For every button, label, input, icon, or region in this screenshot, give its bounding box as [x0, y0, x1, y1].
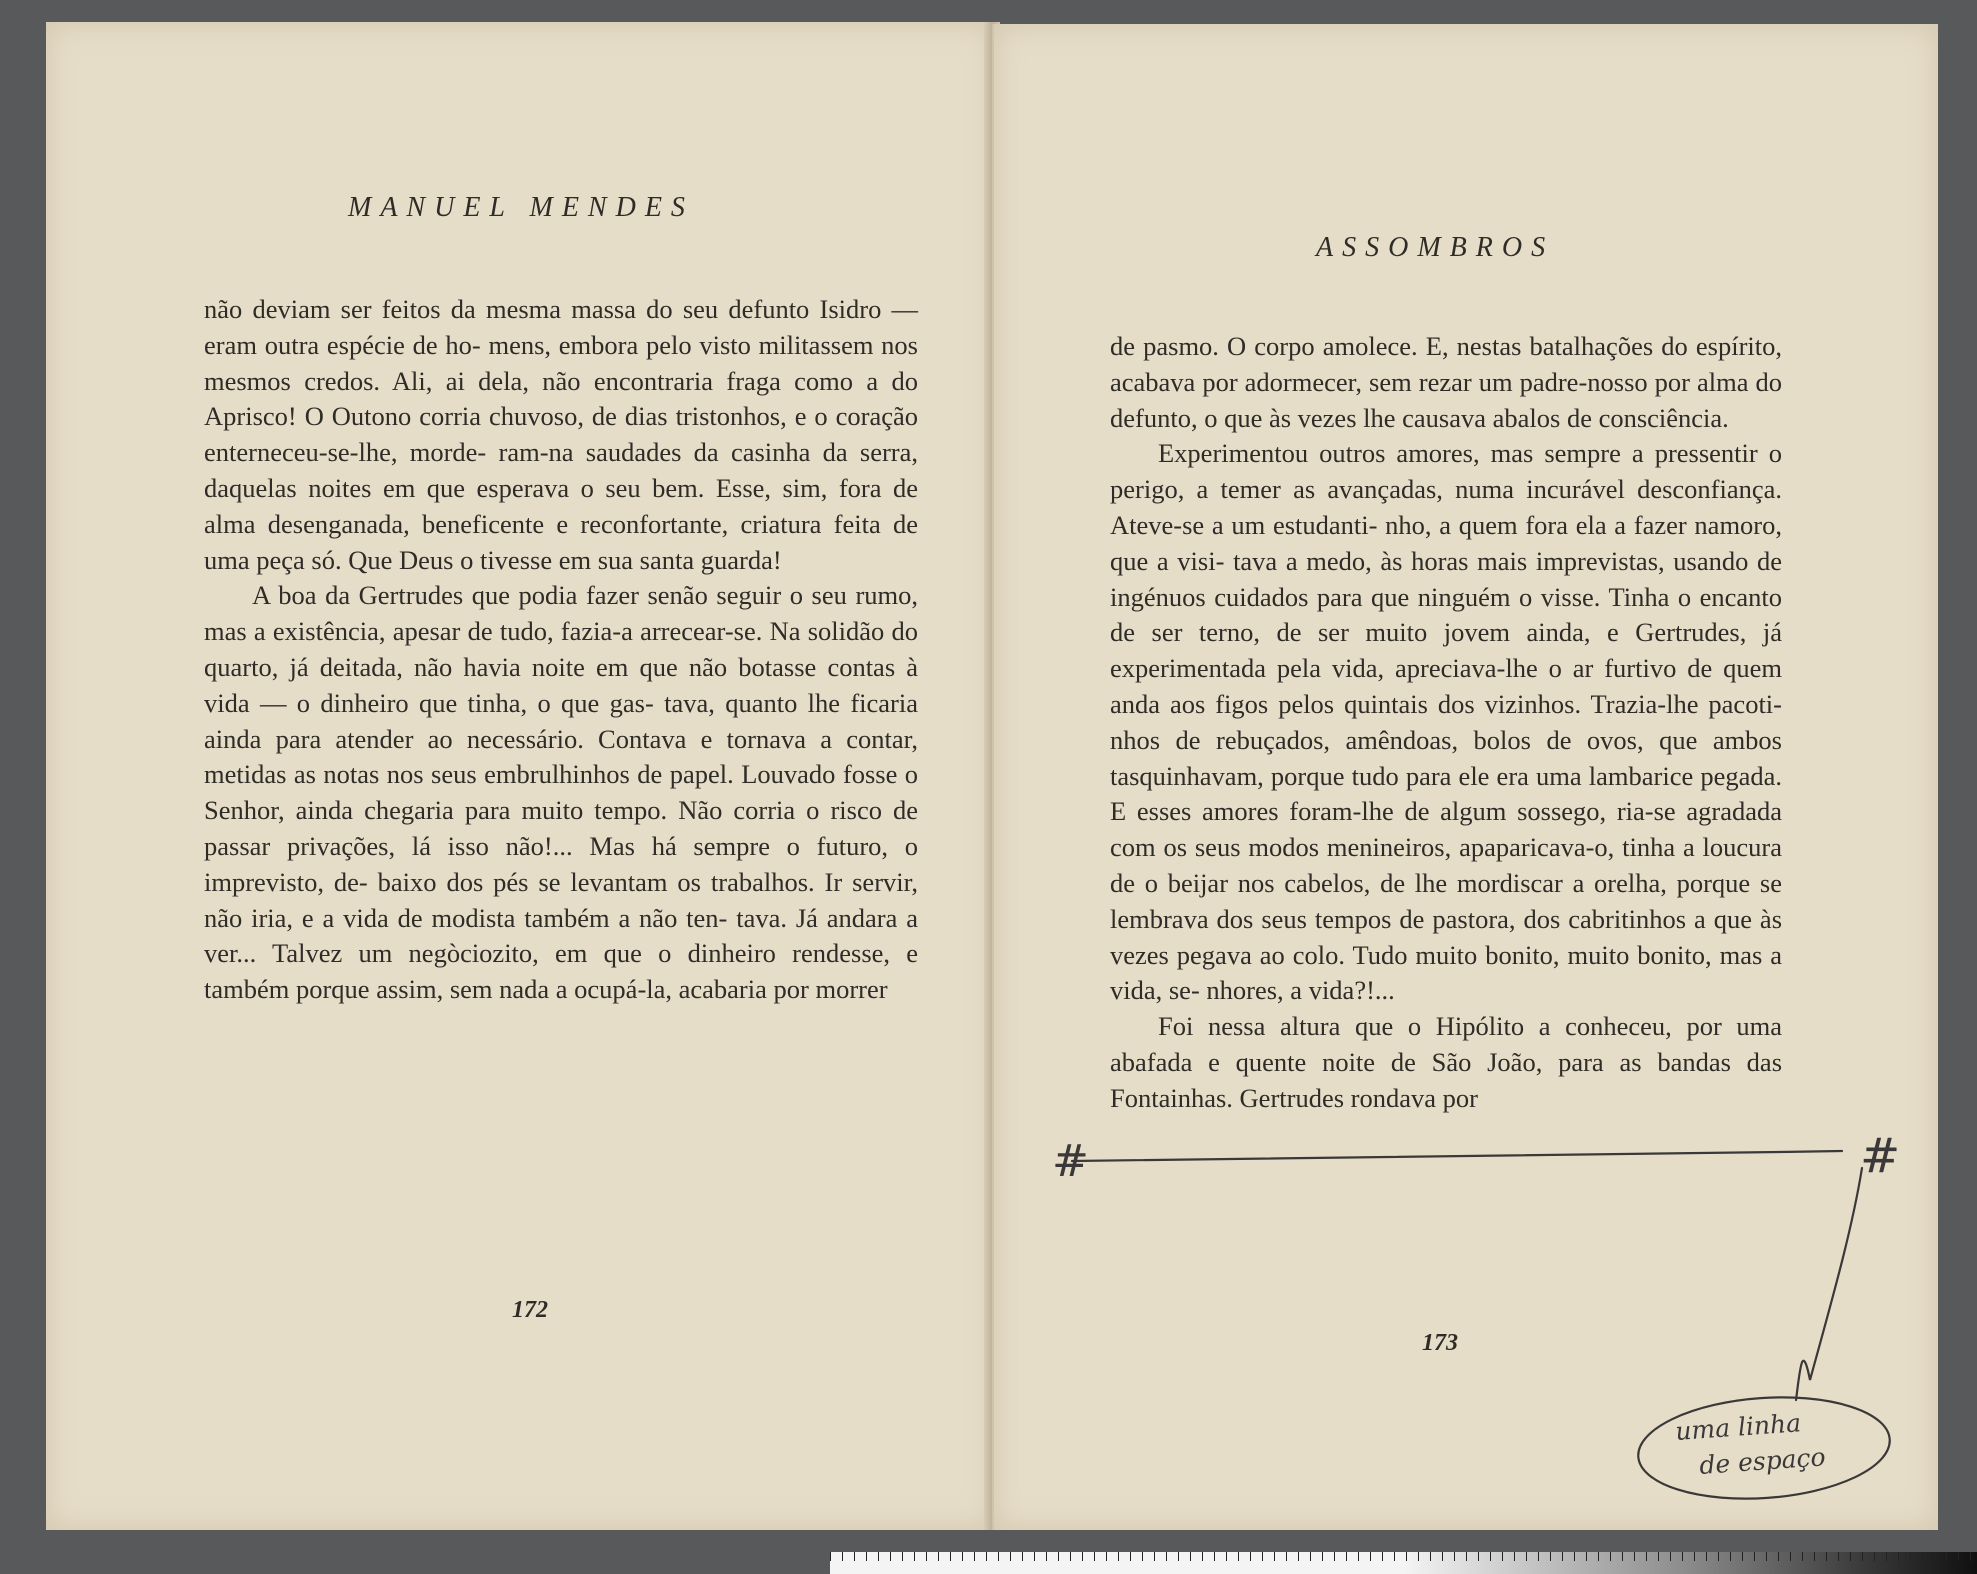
- text-line: em que o dinheiro rendesse, e também porque: [204, 938, 919, 1005]
- text-line: padre-nosso por alma do defunto, o que às vezes: [1110, 366, 1783, 433]
- text-line: incurável desconfiança. Ateve-se a um estudanti-: [1110, 474, 1783, 540]
- text-line: por uma abafada e quente noite de São João, para: [1110, 1011, 1783, 1077]
- text-line: tava. Já andara a ver... Talvez um negòciozito,: [204, 902, 918, 969]
- text-line: Tudo muito bonito, muito bonito, mas a vida, se-: [1110, 939, 1782, 1006]
- hash-mark-right: #: [1860, 1128, 1901, 1184]
- right-text-block: [1110, 329, 1782, 1117]
- text-line: ambos tasquinhavam, porque tudo para ele era: [1110, 724, 1782, 791]
- text-line: porque se lembrava dos seus tempos de pastora,: [1110, 867, 1782, 934]
- text-line: tristonhos, e o coração enterneceu-se-lhe, morde-: [204, 401, 919, 468]
- text-line: de pasmo. O corpo amolece. E, nestas batalhações: [1110, 331, 1654, 361]
- text-line: Não corria o risco de passar privações, lá isso: [204, 795, 918, 861]
- text-line: as notas nos seus embrulhinhos de papel. Louvado: [293, 759, 836, 790]
- text-line: seguir o seu rumo, mas a existência, apesar de: [204, 580, 919, 647]
- hash-mark-left: #: [1052, 1136, 1089, 1187]
- text-line: pelos quintais dos vizinhos. Trazia-lhe pacoti-: [1278, 688, 1782, 719]
- scale-ticks: [830, 1552, 1977, 1561]
- text-line: de alma desenganada, beneficente e reconfortante,: [204, 472, 919, 539]
- text-line: defunto Isidro — eram outra espécie de ho-: [204, 294, 918, 360]
- right-paragraph-1: [1110, 329, 1782, 436]
- page-number-right: 173: [1422, 1330, 1458, 1356]
- text-line: lhe causava abalos de consciência.: [1363, 402, 1729, 433]
- text-line: a do Aprisco! O Outono corria chuvoso, de dias: [204, 365, 918, 432]
- text-line: não!... Mas há sempre o futuro, o imprevisto, de-: [204, 830, 919, 897]
- running-head-right: ASSOMBROS: [1316, 232, 1555, 263]
- text-line: nhores, a vida?!...: [1206, 975, 1395, 1006]
- text-line: não iria, e a vida de modista também a não ten-: [204, 902, 728, 933]
- text-line: pressentir o perigo, a temer as avançadas, numa: [1110, 438, 1782, 505]
- text-line: de ingénuos cuidados para que ninguém o visse.: [1110, 545, 1782, 612]
- running-head-left: MANUEL MENDES: [348, 192, 694, 223]
- text-line: necessário. Contava e tornava a contar, metidas: [204, 723, 918, 790]
- text-line: baixo dos pés se levantam os trabalhos. Ir servir,: [377, 866, 919, 897]
- text-line: de algum sossego, ria-se agradada com os seus: [1110, 796, 1783, 863]
- text-line: de o beijar nos cabelos, de lhe mordiscar a orelha,: [1110, 867, 1667, 898]
- left-text-block: [204, 292, 918, 1008]
- text-line: nho, a quem fora ela a fazer namoro, que a visi-: [1110, 509, 1783, 576]
- page-number-left: 172: [512, 1297, 548, 1323]
- text-line: nhos de rebuçados, amêndoas, bolos de ovos, que: [1110, 724, 1698, 755]
- text-line: credos. Ali, ai dela, não encontraria fraga como: [304, 365, 854, 396]
- text-line: tudo, fazia-a arrecear-se. Na solidão do quarto,: [204, 616, 918, 682]
- text-line: uma lambarice pegada. E esses amores foram-lhe: [1110, 760, 1782, 827]
- left-paragraph-1: [204, 292, 918, 578]
- text-line: mens, embora pelo visto militassem nos mesmos: [204, 329, 918, 396]
- note-line-2: de espaço: [1698, 1442, 1827, 1480]
- text-line: modos menineiros, apaparicava-o, tinha a loucura: [1248, 832, 1783, 863]
- note-line-1: uma linha: [1674, 1408, 1802, 1446]
- left-paragraph-2: [204, 578, 918, 1008]
- text-line: noites em que esperava o seu bem. Esse, sim, fora: [308, 472, 882, 503]
- left-page: [46, 22, 994, 1530]
- text-line: tava a medo, às horas mais imprevistas, usando: [1233, 545, 1749, 576]
- right-paragraph-3: [1110, 1009, 1782, 1116]
- text-line: contas à vida — o dinheiro que tinha, o que gas-: [204, 651, 919, 718]
- right-paragraph-2: [1110, 436, 1782, 1009]
- text-line: assim, sem nada a ocupá-la, acabaria por morrer: [376, 974, 888, 1005]
- text-line: criatura feita de uma peça só. Que Deus o tivesse: [204, 508, 918, 575]
- text-line: tava, quanto lhe ficaria ainda para atender ao: [204, 687, 919, 754]
- text-line: fosse o Senhor, ainda chegaria para muito tempo.: [204, 759, 919, 826]
- text-line: dos cabritinhos a que às vezes pegava ao colo.: [1110, 903, 1783, 970]
- text-line: ram-na saudades da casinha da serra, daquelas: [204, 437, 919, 503]
- text-line: Experimentou outros amores, mas sempre a: [1158, 438, 1644, 469]
- text-line: em sua santa guarda!: [558, 544, 782, 575]
- text-line: apreciava-lhe o ar furtivo de quem anda aos figos: [1110, 653, 1783, 719]
- text-line: já deitada, não havia noite em que não botasse: [289, 651, 817, 682]
- text-line: A boa da Gertrudes que podia fazer senão: [252, 580, 708, 611]
- text-line: Foi nessa altura que o Hipólito a conheceu,: [1158, 1011, 1672, 1042]
- text-line: as bandas das Fontainhas. Gertrudes rondava por: [1110, 1046, 1783, 1113]
- text-line: ainda, e Gertrudes, já experimentada pela vida,: [1110, 617, 1782, 684]
- text-line: Tinha o encanto de ser terno, de ser muito jovem: [1110, 581, 1782, 648]
- text-line: do espírito, acabava por adormecer, sem rezar um: [1110, 331, 1783, 397]
- right-page: [992, 24, 1938, 1530]
- text-line: não deviam ser feitos da mesma massa do seu: [204, 294, 719, 324]
- color-scale-bar: [830, 1552, 1977, 1574]
